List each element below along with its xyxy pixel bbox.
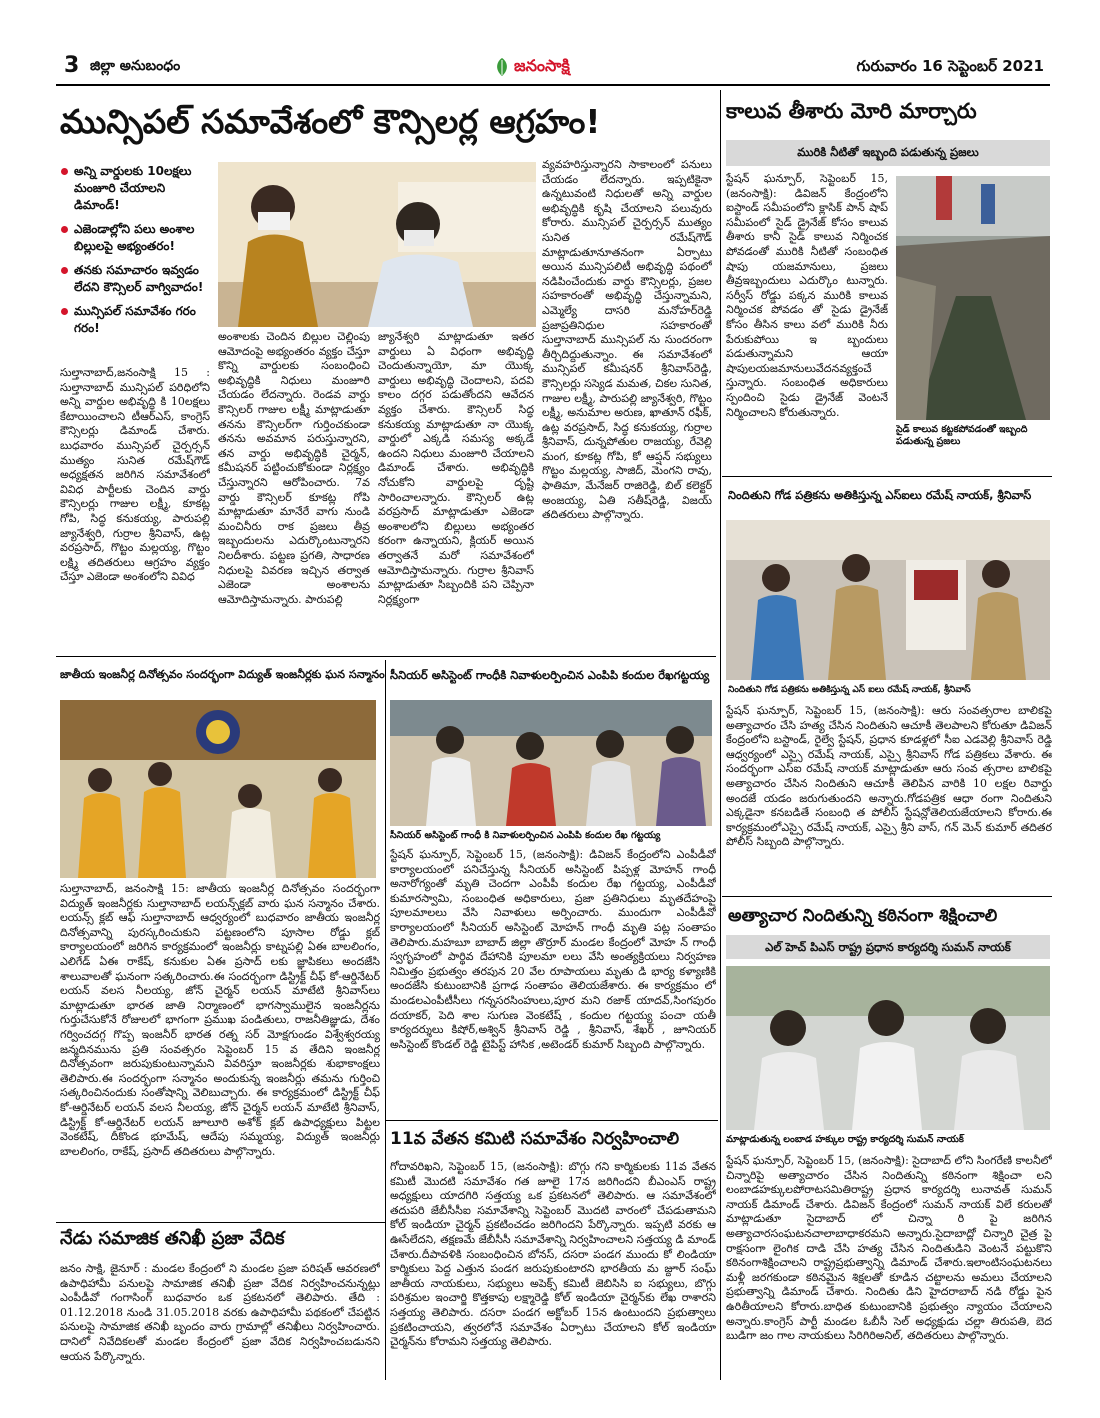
drain-body: స్టేషన్ ఘన్పూర్, సెప్టెంబర్ 15, (జనంసాక్షి): డివిజన్ కేంద్రంలోని ఐస్టాండ్ సమీపంలోని క్లాసిక్ పాన్ షాప్ సమీపంలో సైడ్ డ్రైనేజ్ కోసం కాలువ తీశారు కానీ సైడ్ కాలువ నిర్మించక పోవడంతో మురికి నీటితో సంబంధిత షాపు యజమానులు, ప్రజలు తీవ్రఇబ్బందులు ఎదుర్కొం టున్నారు. సర్వీస్ రోడ్డు పక్కన మురికి కాలువ నిర్మించక పోవడం తో సైడు డ్రైనేజ్ కోసం తీసిన కాలు వలో మురికి నీరు పేరుకుపోయి ఇ బ్బందులు పడుతున్నామని ఆయా షాపులయజమానులువేదనవ్యక్తంచే స్తున్నారు. సంబంధిత అధికారులు స్పందించి సైడు డ్రైనేజ్ వెంటనే నిర్మించాలని కోరుతున్నారు.	[726, 172, 888, 419]
page-number: 3	[64, 53, 80, 78]
punish-subhead: ఎల్ హెచ్ పిఎస్ రాష్ట్ర ప్రధాన కార్యదర్శి సుమన్ నాయక్	[765, 940, 1011, 954]
pay-body: గోదావరిఖని, సెప్టెంబర్ 15, (జనంసాక్షి): బొగ్గు గని కార్మికులకు 11వ వేతన కమిటీ మొదటి సమావేశం గత జూలై 17న జరిగిందని బీఎంఎస్ రాష్ట్ర అధ్యక్షులు యాదగిరి సత్తయ్య ఒక ప్రకటనలో తెలిపారు. ఆ సమావేశంలో తదుపరి జేబీసీసీఐ సమావేశాన్ని సెప్టెంబర్ మొదటి వారంలో చేపడుతామని కోల్ ఇండియా చైర్మన్ ప్రకటించడం జరిగిందని పేర్కొన్నారు. ఇప్పటి వరకు ఆ ఊసేలేదని, తక్షణమే జేబీసీసీ సమావేశాన్ని నిర్వహించాలని సత్తయ్య డి మాండ్ చేశారు.దీపావళికి సంబంధించిన బోనస్, దసరా పండగ ముందు కో లిండియా కార్మికులు పెద్ద ఎత్తున పండగ జరుపుకుంటారని భారతీయ మ జ్దూర్ సంఘ్ జాతీయ నాయకులు, సభ్యులు అపెక్స్ కమిటీ జెబిసిసి ఐ సభ్యులు, బొగ్గు పరిశ్రమల ఇంచార్జి కొత్తకాపు లక్ష్మారెడ్డి కోల్ ఇండియా చైర్మన్‌కు లేఖ రాశారని సత్తయ్య తెలిపారు. దసరా పండగ అక్టోబర్ 15న ఉంటుందని ప్రభుత్వాలు ప్రకటించాయని, త్వరలోనే సమావేశం ఏర్పాటు చేయాలని కోల్ ఇండియా చైర్మన్‌ను కోరామని సత్తయ్య తెలిపారు.	[390, 1160, 716, 1349]
header-rule	[56, 84, 1050, 86]
drain-photo	[896, 176, 1050, 420]
gandhi-headline: సీనియర్ అసిస్టెంట్ గాంధీకి నివాళులర్పించిన ఎంపిపి కందుల రేఖగట్టయ్య	[390, 668, 710, 682]
lead-column-4: వ్యవహరిస్తున్నారని సాకాలంలో పనులు చేయడం లేదన్నారు. ఇప్పటికైనా ఉన్నటువంటి నిధులతో అన్ని వార్డుల అభివృద్ధికి కృషి చేయాలని పలువురు కోరారు. మున్సిపల్ చైర్పర్సన్ ముత్యం సునిత రమేష్‌గౌడ్ మాట్లాడుతూనూతనంగా ఏర్పాటు అయిన మున్సిపలిటీ అభివృద్ధి పథంలో నడిపించేందుకు వార్డు కౌన్సిలర్లు, ప్రజల సహకారంతో అభివృద్ధి చేస్తున్నామని, ఎమ్మెల్యే దాసరి మనోహర్‌రెడ్డి ప్రజాప్రతినిధుల సహకారంతో సుల్తానాబాద్ మున్సిపల్ ను సుందరంగా తీర్చిదిద్దుతున్నాం. ఈ సమావేశంలో మున్సిపల్ కమీషనర్ శ్రీనివాస్‌రెడ్డి, కౌన్సిలర్లు సస్యెడ మమత, చికల సునిత, గాజుల లక్ష్మీ, పారుపల్లి జ్యానేశ్వరి, గొట్టం లక్ష్మీ, అనుమాల అరుణ, ఖాతూన్ రఫీక్, ఉట్ల వరప్రసాద్, సిద్ధ కనుకయ్య, గుర్రాల శ్రీనివాస్, దున్నపోతుల రాజయ్య, రేవెల్లి మంగ, కూకట్ల గోపి, కో ఆప్షన్ సభ్యులు గొట్టం మల్లయ్య, సాజిద్, మెంగని రావు, ఫాతిమా, మేనేజర్ రాజిరెడ్డి, బిల్ కలెక్టర్ అంజయ్య, ఏతి సతీష్‌రెడ్డి, విజయ్ తదితరులు పాల్గొన్నారు.	[542, 158, 712, 522]
lead-bottom-rule	[56, 656, 716, 657]
section-name: జిల్లా అనుబంధం	[90, 58, 181, 74]
lead-photo	[218, 162, 536, 327]
gandhi-body: స్టేషన్ ఘన్పూర్, సెప్టెంబర్ 15, (జనంసాక్షి): డివిజన్ కేంద్రంలోని ఎంపీడీవో కార్యాలయంలో పనిచేస్తున్న సీనియర్ అసిస్టెంట్ పిప్పళ్ల మోహన్ గాంధీ అనారోగ్యంతో మృతి చెందగా ఎంపీపీ కందుల రేఖ గట్టయ్య, ఎంపీడీవో కుమారస్వామి, సంబంధిత అధికారులు, ప్రజా ప్రతినిధులు మృతదేహంపై పూలమాలలు వేసి నివాళులు అర్పించారు. ముందుగా ఎంపీడీవో కార్యాలయంలో సీనియర్ అసిస్టెంట్ మోహన్ గాంధీ మృతి పట్ల సంతాపం తెలిపారు.మహబూ బాబాద్ జిల్లా తొర్రూర్ మండల కేంద్రంలో మోహ న్ గాంధీ స్వగృహంలో పార్థివ దేహానికి పూలమా లలు వేసి అంత్యక్రియలు నిర్వహణ నిమిత్తం ప్రభుత్వం తరపున 20 వేల రూపాయలు మృతు డి భార్య కళ్యాణికి అందజేసి కుటుంబానికి ప్రగాఢ సంతాపం తెలియజేశారు. ఈ కార్యక్రమం లో మండలఎంపీటీసీలు గన్నసరసింహులు,పూర మని రజాక్ యాదవ్,సింగపురం దయాకర్, పెది శాల సుగుణ వెంకటేష్ , కందుల గట్టయ్య పంచా యతీ కార్యదర్శులు కిషోర్,అశ్విన్ శ్రీనివాస్ రెడ్డి , శ్రీనివాస్, శేఖర్ , జూనియర్ అసిస్టెంట్ కొండల్ రెడ్డి టైపిస్ట్ హాసిక ,అటెండర్ కుమార్ సిబ్బంది పాల్గొన్నారు.	[390, 848, 716, 1051]
lead-column-2: అంశాలకు చెందిన బిల్లుల చెల్లింపు ఆమోదంపై అభ్యంతరం వ్యక్తం చేస్తూ కొన్ని వార్డులకు సంబంధించి అభివృద్ధికి నిధులు మంజూరి చేయడం లేదన్నారు. రెండవ వార్డు కౌన్సిలర్ గాజుల లక్ష్మీ మాట్లాడుతూ తనను కౌన్సిలర్‌గా గుర్తించకుండా తనను అవమాన పరుస్తున్నారని, తన వార్డు అభివృద్ధికి చైర్మన్, కమీషనర్ పట్టించుకోకుండా నిర్లక్ష్యం చేస్తున్నారని ఆరోపించారు. 7వ వార్డు కౌన్సిలర్ కూకట్ల గోపి మాట్లాడుతూ మానేరే వాగు నుండి మంచినీరు రాక ప్రజలు తీవ్ర ఇబ్బందులను ఎదుర్కొంటున్నారని నిలదీశారు. పట్టణ ప్రగతి, సాధారణ నిధులపై వివరణ ఇచ్చిన తర్వాత ఎజెండా అంశాలను ఆమోదిస్తామన్నారు. పారుపల్లి	[218, 330, 370, 606]
drain-bottom-rule	[722, 476, 1052, 477]
column-divider	[720, 90, 721, 1380]
social-body: జనం సాక్షి, జైనూర్ : మండల కేంద్రంలో ని మండల ప్రజా పరిషత్ ఆవరణలో ఉపాధిహామీ పనులపై సామాజిక తనిఖీ ప్రజా వేదిక నిర్వహించనున్నట్లు ఎంపీడీవో గంగాసింగ్ బుధవారం ఒక ప్రకటనలో తెలిపారు. తేది : 01.12.2018 నుండి 31.05.2018 వరకు ఉపాధిహామీ పథకంలో చేపట్టిన పనులపై సామాజిక తనిఖీ బృందం వారు గ్రామాల్లో తనిఖీలు నిర్వహించారు. దానిలో నివేదికలతో మండల కేంద్రంలో ప్రజా వేదిక నిర్వహించబడునని ఆయన పేర్కొన్నారు.	[60, 1262, 380, 1363]
masthead-leaf-icon	[492, 56, 512, 78]
police-caption: నిందితుని గోడ పత్రికను అతికిస్తున్న ఎస్ ఐలు రమేష్ నాయక్, శ్రీనివాస్	[728, 685, 971, 695]
punish-body: స్టేషన్ ఘన్పూర్, సెప్టెంబర్ 15, (జనంసాక్షి): సైదాబాద్ లోని సింగరేణి కాలనీలో చిన్నారిపై అత్యాచారం చేసిన నిందితున్ని కఠినంగా శిక్షించా లని లంబాడహక్కులపోరాటసమితిరాష్ట్ర ప్రధాన కార్యదర్శి లునావత్ సుమన్ నాయక్ డిమాండ్ చేశారు. డివిజన్ కేంద్రంలో సుమన్ నాయక్ విలే కరులతో మాట్లాడుతూ సైదాబాద్ లో చిన్నా రి పై జరిగిన అత్యాచారసంఘటనచాలాబాధాకరమని అన్నారు.సైదాబాద్లో చిన్నారి చైత్ర పై రాక్షసంగా లైంగిక దాడి చేసి హత్య చేసిన నిందితుడిని వెంటనే పట్టుకొని కఠినంగాశిక్షించాలని రాష్ట్రప్రభుత్వాన్ని డిమాండ్ చేశారు.ఇలాంటిసంఘటనలు మళ్లీ జరగకుండా కఠినమైన శిక్షలతో కూడిన చట్టాలను అమలు చేయాలని ప్రభుత్వాన్ని డిమాండ్ చేశారు. నిందితు డిని హైదరాబాద్ నడి రోడ్డు పైన ఉరితీయాలని కోరారు.బాధిత కుటుంబానికి ప్రభుత్వం న్యాయం చేయాలని అన్నారు.కాంగ్రెస్ పార్టీ మండల ఓబీసీ సెల్ అధ్యక్షుడు చల్లా తిరుపతి, బెద బుడిగా జం గాల నాయకులు సిరిగిరిఅనిల్, తదితరులు పాల్గొన్నారు.	[726, 1154, 1052, 1343]
gandhi-bottom-rule	[386, 1120, 718, 1121]
punish-photo	[726, 966, 1050, 1130]
lead-column-3: జ్యానేశ్వరి మాట్లాడుతూ ఇతర వార్డులు ఏ విధంగా అభివృద్ధి చెందుతున్నాయో, మా యొక్క వార్డులు అభివృద్ధి చెందాలని, పదవి కాలం దగ్గర పడుతోందని ఆవేదన వ్యక్తం చేశారు. కౌన్సిలర్ సిద్ధ కనుకయ్య మాట్లాడుతూ నా యొక్క వార్డులో ఎక్కడి సమస్య అక్కడే ఉందని నిధులు మంజూరి చేయాలని డిమాండ్ చేశారు. అభివృద్ధికి నోచుకోని వార్డులపై దృష్టి సారించాలన్నారు. కౌన్సిలర్ ఉట్ల వరప్రసాద్ మాట్లాడుతూ ఎజెండా అంశాలలోని బిల్లులు అభ్యంతర కరంగా ఉన్నాయని, క్లియర్ అయిన తర్వాతనే మరో సమావేశంలో ఆమోదిస్తామన్నారు. గుర్రాల శ్రీనివాస్ మాట్లాడుతూ సిబ్బందికి పని చెప్పినా నిర్లక్ష్యంగా	[378, 330, 534, 606]
lead-column-1: సుల్తానాబాద్,జనంసాక్షి 15 : సుల్తానాబాద్ మున్సిపల్ పరిధిలోని అన్ని వార్డుల అభివృద్ధి కి 10లక్షలు కేటాయించాలని టీఆర్ఎస్, కాంగ్రెస్ కౌన్సిలర్లు డిమాండ్ చేశారు. బుధవారం మున్సిపల్ చైర్పర్సన్ ముత్యం సునిత రమేష్‌గౌడ్ అధ్యక్షతన జరిగిన సమావేశంలో వివిధ పార్టీలకు చెందిన వార్డు కౌన్సిలర్లు గాజుల లక్ష్మీ, కూకట్ల గోపి, సిద్ధ కనుకయ్య, పారుపల్లి జ్యానేశ్వరి, గుర్రాల శ్రీనివాస్, ఉట్ల వరప్రసాద్, గొట్టం మల్లయ్య, గొట్టం లక్ష్మి తదితరులు ఆగ్రహం వ్యక్తం చేస్తూ ఎజెండా అంశంలోని వివిధ	[60, 366, 210, 584]
punish-caption: మాట్లాడుతున్న లంబాడ హక్కుల రాష్ట్ర కార్యదర్శి సుమన్ నాయక్	[726, 1134, 964, 1145]
lead-highlights	[60, 163, 210, 363]
engineers-headline: జాతీయ ఇంజనీర్ల దినోత్సవం సందర్భంగా విద్యుత్ ఇంజనీర్లకు ఘన సన్మానం	[60, 668, 385, 681]
drain-subhead-bar	[726, 140, 1050, 166]
lead-headline: మున్సిపల్ సమావేశంలో కౌన్సిలర్ల ఆగ్రహం!	[60, 102, 601, 141]
gandhi-photo	[390, 700, 712, 826]
highlight-point: మున్సిపల్ సమావేశం గరం గరం!	[60, 303, 210, 337]
masthead	[492, 54, 632, 80]
highlight-point: ఎజెండాల్లోని పలు అంశాల బిల్లులపై అభ్యంతరం!	[60, 221, 210, 255]
social-headline: నేడు సమాజిక తనిఖీ ప్రజా వేదిక	[60, 1228, 285, 1249]
highlight-point: అన్ని వార్డులకు 10లక్షలు మంజూరి చేయాలని డిమాండ్!	[60, 163, 210, 214]
punish-subhead-bar	[726, 935, 1050, 959]
masthead-title: జనంసాక్షి	[514, 56, 570, 75]
police-photo	[726, 520, 1050, 680]
drain-headline: కాలువ తీశారు మోరి మార్చారు	[726, 99, 977, 123]
drain-subhead: మురికి నీటితో ఇబ్బంది పడుతున్న ప్రజలు	[797, 145, 979, 159]
drain-caption: సైడ్ కాలువ కట్టకపోవడంతో ఇబ్బంది పడుతున్న ప్రజలు	[896, 424, 1028, 447]
engineers-photo	[60, 700, 376, 878]
page-header	[56, 52, 1050, 82]
engineers-bottom-rule	[56, 1222, 386, 1223]
police-headline: నిందితుని గోడ పత్రికను అతికిస్తున్న ఎస్‌ఐలు రమేష్ నాయక్, శ్రీనివాస్	[728, 488, 1032, 502]
highlight-point: తనకు సమాచారం ఇవ్వడం లేదని కౌన్సిలర్ వాగ్వివాదం!	[60, 262, 210, 296]
column-divider	[385, 660, 386, 1380]
pay-headline: 11వ వేతన కమిటి సమావేశం నిర్వహించాలి	[390, 1129, 680, 1149]
issue-date: గురువారం 16 సెప్టెంబర్ 2021	[856, 57, 1044, 75]
police-bottom-rule	[722, 896, 1052, 897]
engineers-body: సుల్తానాబాద్, జనంసాక్షి 15: జాతీయ ఇంజనీర్ల దినోత్సవం సందర్భంగా విద్యుత్ ఇంజనీర్లకు సుల్తానాబాద్ లయన్స్‌క్లబ్ వారు ఘన సన్మానం చేశారు. లయన్స్ క్లబ్ ఆఫ్ సుల్తానాబాద్ ఆధ్వర్యంలో బుధవారం జాతీయ ఇంజనీర్ల దినోత్సవాన్ని పురస్కరించుకుని పట్టణంలోని పూసాల రోడ్డు క్లబ్ కార్యాలయంలో జరిగిన కార్యక్రమంలో ఇంజనీర్లు కాట్నపల్లి ఏఈ బాలలింగం, ఎలిగేడ్ ఏఈ రాకేష్, కనుకుల ఏఈ ప్రసాద్ లకు జ్ఞాపికలు అందజేసి శాలువాలతో ఘనంగా సత్కరించారు.ఈ సందర్భంగా డిస్ట్రిక్ట్ చీఫ్ కో-ఆర్డినేటర్ లయన్ వలస నీలయ్య, జోన్ చైర్మన్ లయన్ మాటేటి శ్రీనివాస్‌లు మాట్లాడుతూ భారత జాతి నిర్మాణంలో భాగస్వాములైన ఇంజనీర్లను గుర్తుచేసుకోనే రోజులలో భాగంగా ప్రముఖ పండితులు, రాజనీతిజ్ఞుడు, దేశం గర్వించదగ్గ గొప్ప ఇంజనీర్ భారత రత్న సర్ మోక్షగుండం విశ్వేశ్వరయ్య జన్మదినమును ప్రతి సంవత్సరం సెప్టెంబర్ 15 వ తేదిని ఇంజనీర్ల దినోత్సవంగా జరుపుకుంటున్నామని వివరిస్తూ ఇంజనీర్లకు శుభాకాంక్షలు తెలిపారు.ఈ సందర్భంగా సన్మానం అందుకున్న ఇంజనీర్లు తమను గుర్తించి సత్కరించినందుకు సంతోషాన్ని వెలిబుచ్చారు. ఈ కార్యక్రమంలో డిస్ట్రిక్ట్ చీఫ్ కో-ఆర్డినేటర్ లయన్ వలస నీలయ్య, జోన్ చైర్మన్ లయన్ మాటేటి శ్రీనివాస్, డిస్ట్రిక్ట్ కో-ఆర్డినేటర్ లయన్ జూలూరి అశోక్ క్లబ్ ఉపాధ్యక్షులు పిట్టల వెంకటేష్, దీకొండ భూమేష్, ఆదేపు సమ్మయ్య, విద్యుత్ ఇంజనీర్లు బాలలింగం, రాకేష్, ప్రసాద్ తదితరులు పాల్గొన్నారు.	[60, 882, 380, 1158]
police-body: స్టేషన్ ఘన్పూర్, సెప్టెంబర్ 15, (జనంసాక్షి): ఆరు సంవత్సరాల బాలికపై అత్యాచారం చేసి హత్య చేసిన నిందితుని ఆచూకీ తెలపాలని కోరుతూ డివిజన్ కేంద్రంలోని బస్టాండ్, రైల్వే స్టేషన్, ప్రధాన కూడళ్లలో సీఐ ఎడవెల్లి శ్రీనివాస్ రెడ్డి ఆధ్వర్యంలో ఎస్సై రమేష్ నాయక్, ఎస్సై శ్రీనివాస్ గోడ పత్రికలు వేశారు. ఈ సందర్భంగా ఎస్ఐ రమేష్ నాయక్ మాట్లాడుతూ ఆరు సంవ త్సరాల బాలికపై అత్యాచారం చేసిన నిందితుని ఆచూకీ తెలిపిన వారికి 10 లక్షల రివార్డు అందజే యడం జరుగుతుందని అన్నారు.గోడపత్రిక ఆధా రంగా నిందితుని ఎక్కడైనా కనబడితే సంబంధి త పోలీస్ స్టేషన్లోతెలియజేయాలని కోరారు.ఈ కార్యక్రమంలోఎస్సై రమేష్ నాయక్, ఎస్సై శ్రీని వాస్, గన్ మెన్ కుమార్ తదితర పోలీస్ సిబ్బంది పాల్గొన్నారు.	[726, 704, 1052, 849]
gandhi-caption: సీనియర్ అసిస్టెంట్ గాంధీ కి నివాళులర్పించిన ఎంపిపి కందుల రేఖ గట్టయ్య	[390, 830, 661, 841]
punish-headline: అత్యాచార నిందితున్ని కఠినంగా శిక్షించాలి	[728, 906, 998, 926]
